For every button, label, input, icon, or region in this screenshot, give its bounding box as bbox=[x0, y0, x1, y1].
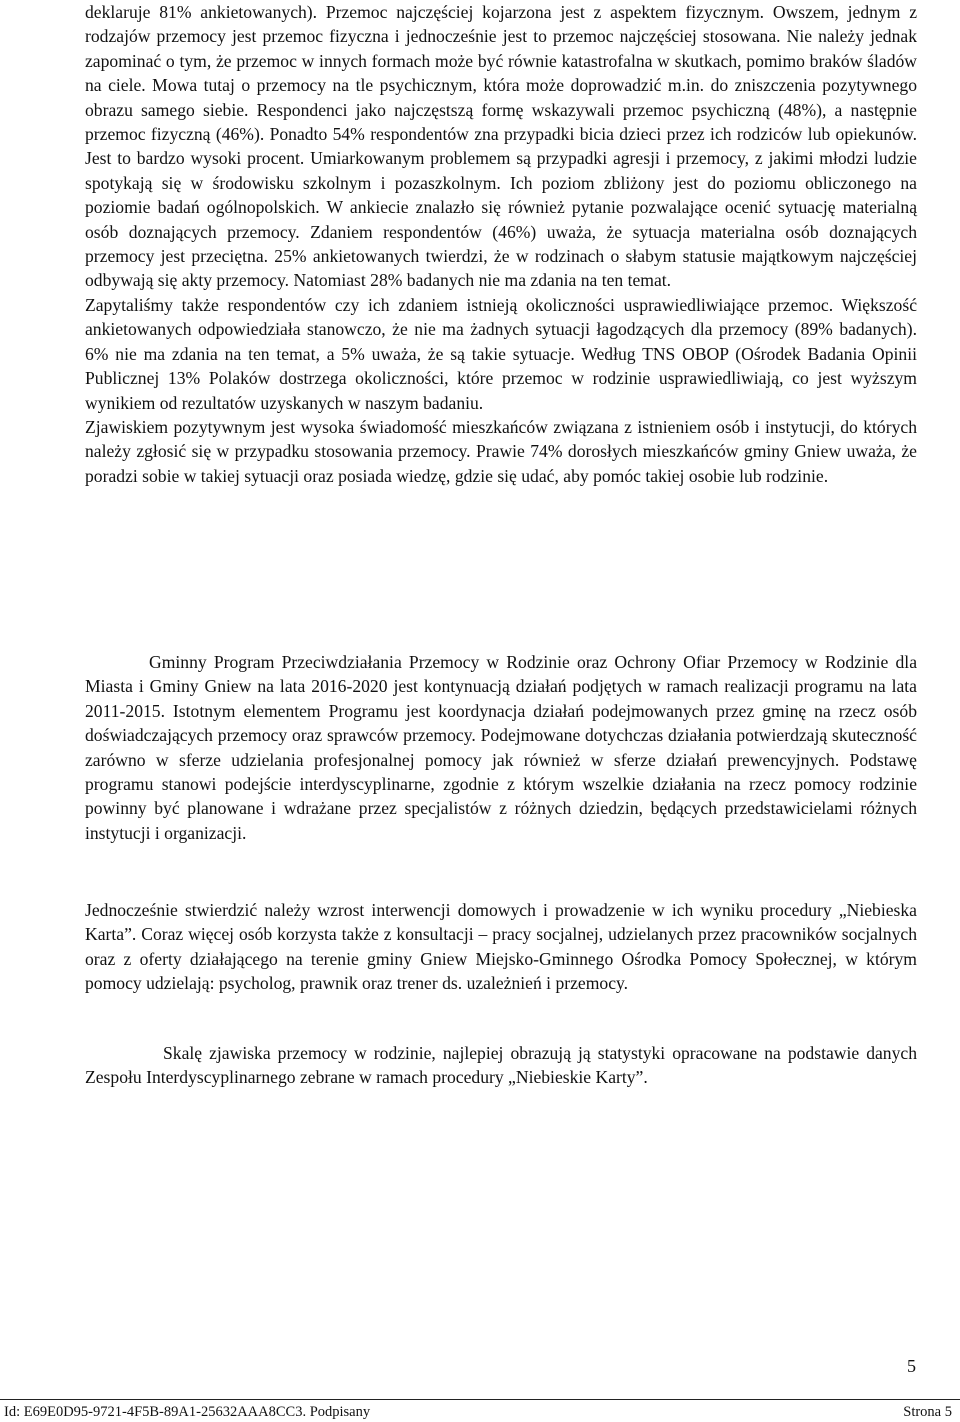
paragraph-block-program bbox=[85, 650, 917, 845]
paragraph-interventions: Jednocześnie stwierdzić należy wzrost interwencji domowych i prowadzenie w ich wyniku procedury „Niebieska Karta”. Coraz więcej osób korzysta także z konsultacji – pracy socjalnej, udzielanych przez pracowników socjalnych oraz z oferty działającego na terenie gminy Gniew Miejsko-Gminnego Ośrodka Pomocy Społecznej, w którym pomocy udzielają: psycholog, prawnik oraz trener ds. uzależnień i przemocy. bbox=[85, 900, 917, 994]
page-number: 5 bbox=[907, 1356, 916, 1376]
paragraph-block-scale bbox=[85, 1041, 917, 1090]
paragraph-block-interventions bbox=[85, 898, 917, 996]
paragraph-justification: Zapytaliśmy także respondentów czy ich zdaniem istnieją okoliczności usprawiedliwiające przemoc. Większość ankietowanych odpowiedziała stanowczo, że nie ma żadnych sytuacji łagodzących dla przemocy (89% badanych). 6% nie ma zdania na ten temat, a 5% uważa, że są takie sytuacje. Według TNS OBOP (Ośrodek Badania Opinii Publicznej 13% Polaków dostrzega okoliczności, które przemoc w rodzinie usprawiedliwiają, co jest wyższym wynikiem od rezultatów uzyskanych w naszym badaniu. bbox=[85, 294, 917, 413]
paragraph-block-survey bbox=[85, 0, 917, 488]
paragraph-program: Gminny Program Przeciwdziałania Przemocy w Rodzinie oraz Ochrony Ofiar Przemocy w Rodzinie dla Miasta i Gminy Gniew na lata 2016-2020 jest kontynuacją działań podjętych w ramach realizacji programu na lata 2011-2015. Istotnym elementem Programu jest koordynacja działań podejmowanych przez gminę na rzecz osób doświadczających przemocy oraz sprawców przemocy. Podejmowane dotychczas działania potwierdzają skuteczność zarówno w sferze udzielania profesjonalnej pomocy jak również w sferze działań prewencyjnych. Podstawę programu stanowi podejście interdyscyplinarne, zgodnie z którym wszelkie działania na rzecz pomocy rodzinie powinny być planowane i wdrażane przez specjalistów z różnych dziedzin, będących przedstawicielami różnych instytucji i organizacji. bbox=[85, 652, 917, 843]
footer-document-id: Id: E69E0D95-9721-4F5B-89A1-25632AAA8CC3. Podpisany bbox=[4, 1404, 371, 1420]
footer-divider bbox=[0, 1399, 960, 1400]
paragraph-scale: Skalę zjawiska przemocy w rodzinie, najlepiej obrazują ją statystyki opracowane na podstawie danych Zespołu Interdyscyplinarnego zebrane w ramach procedury „Niebieskie Karty”. bbox=[85, 1043, 917, 1088]
paragraph-awareness: Zjawiskiem pozytywnym jest wysoka świadomość mieszkańców związana z istnieniem osób i instytucji, do których należy zgłosić się w przypadku stosowania przemocy. Prawie 74% dorosłych mieszkańców gminy Gniew uważa, że poradzi sobie w takiej sytuacji oraz posiada wiedzę, gdzie się udać, aby pomóc takiej osobie lub rodzinie. bbox=[85, 416, 917, 486]
paragraph-survey-results: deklaruje 81% ankietowanych). Przemoc najczęściej kojarzona jest z aspektem fizycznym. Owszem, jednym z rodzajów przemocy jest przemoc fizyczna i jednocześnie jest to przemoc najczęściej stosowana. Nie należy jednak zapominać o tym, że przemoc w innych formach może być równie katastrofalna w skutkach, pomimo braków śladów na ciele. Mowa tutaj o przemocy na tle psychicznym, która może doprowadzić m.in. do zniszczenia pozytywnego obrazu samego siebie. Respondenci jako najczęstszą formę wskazywali przemoc psychiczną (48%), a następnie przemoc fizyczną (46%). Ponadto 54% respondentów zna przypadki bicia dzieci przez ich rodziców lub opiekunów. Jest to bardzo wysoki procent. Umiarkowanym problemem są przypadki agresji i przemocy, z jakimi młodzi ludzie spotykają się w środowisku szkolnym i pozaszkolnym. Ich poziom zbliżony jest do poziomu obliczonego na poziomie badań ogólnopolskich. W ankiecie znalazło się również pytanie pozwalające ocenić sytuację materialną osób doznających przemocy. Zdaniem respondentów (46%) uważa, że sytuacja materialna osób doznających przemocy jest przeciętna. 25% ankietowanych twierdzi, że w rodzinach o słabym statusie majątkowym najczęściej odbywają się akty przemocy. Natomiast 28% badanych nie ma zdania na ten temat. bbox=[85, 2, 917, 291]
footer-page-label: Strona 5 bbox=[903, 1404, 952, 1420]
